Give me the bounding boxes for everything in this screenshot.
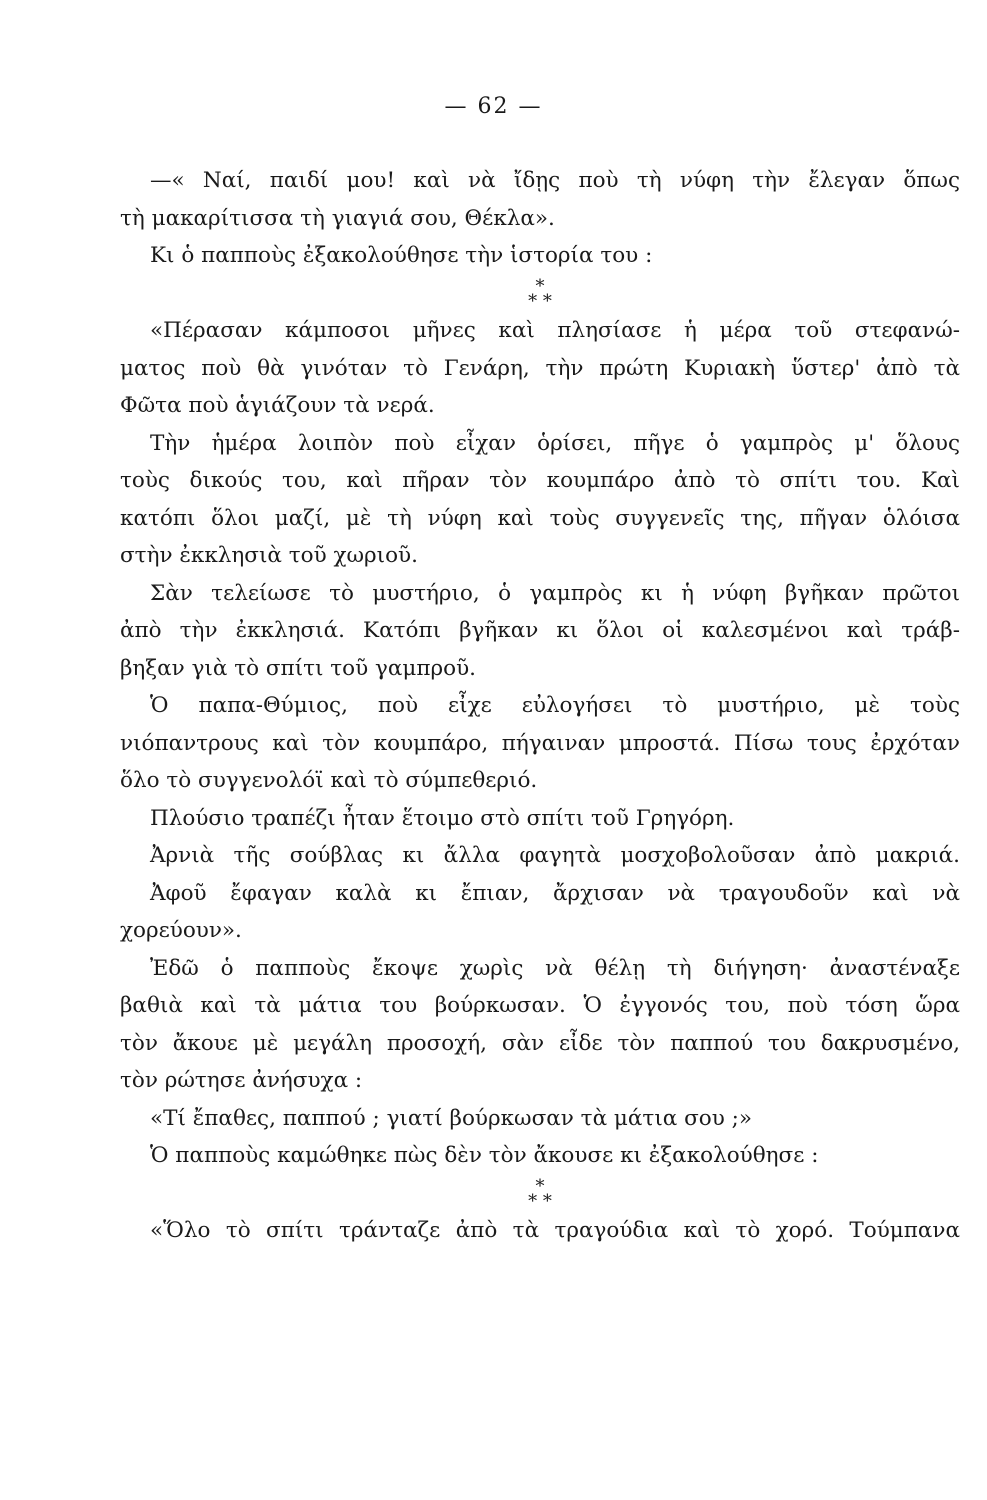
section-asterism: [120, 1175, 960, 1213]
text-line: ματος ποὺ θὰ γινόταν τὸ Γενάρη, τὴν πρώτη Κυριακὴ ὕστερ' ἀπὸ τὰ: [120, 355, 960, 381]
text-line: Σὰν τελείωσε τὸ μυστήριο, ὁ γαμπρὸς κι ἡ νύφη βγῆκαν πρῶτοι: [150, 580, 960, 606]
asterism-bottom: * *: [528, 290, 552, 312]
body-text: [120, 162, 960, 1250]
asterism-top: *: [535, 275, 545, 297]
asterism-top: *: [535, 1175, 545, 1197]
text-line: βηξαν γιὰ τὸ σπίτι τοῦ γαμπροῦ.: [120, 655, 476, 681]
text-line: βαθιὰ καὶ τὰ μάτια του βούρκωσαν. Ὁ ἐγγονός του, ποὺ τόση ὥρα: [120, 993, 960, 1018]
page-number: — 62 —: [444, 94, 543, 119]
text-line: κατόπι ὅλοι μαζί, μὲ τὴ νύφη καὶ τοὺς συγγενεῖς της, πῆγαν ὁλόισα: [120, 505, 960, 531]
text-line: Ἀφοῦ ἔφαγαν καλὰ κι ἔπιαν, ἄρχισαν νὰ τραγουδοῦν καὶ νὰ: [150, 880, 960, 906]
text-line: Ὁ παπα-Θύμιος, ποὺ εἶχε εὐλογήσει τὸ μυστήριο, μὲ τοὺς: [150, 693, 960, 718]
text-line: Τὴν ἡμέρα λοιπὸν ποὺ εἶχαν ὁρίσει, πῆγε ὁ γαμπρὸς μ' ὅλους: [150, 430, 960, 456]
text-line: τὸν ρώτησε ἀνήσυχα :: [120, 1068, 363, 1093]
text-line: ὅλο τὸ συγγενολόϊ καὶ τὸ σύμπεθεριό.: [120, 768, 538, 793]
text-line: ἀπὸ τὴν ἐκκλησιά. Κατόπι βγῆκαν κι ὅλοι οἱ καλεσμένοι καὶ τράβ-: [120, 618, 960, 643]
text-line: Πλούσιο τραπέζι ἦταν ἕτοιμο στὸ σπίτι τοῦ Γρηγόρη.: [150, 805, 735, 831]
text-line: «Τί ἔπαθες, παππού ; γιατί βούρκωσαν τὰ μάτια σου ;»: [150, 1105, 753, 1131]
section-asterism: [120, 275, 960, 313]
text-line: τὴ μακαρίτισσα τὴ γιαγιά σου, Θέκλα».: [120, 205, 555, 231]
text-line: —« Ναί, παιδί μου! καὶ νὰ ἴδῃς ποὺ τὴ νύφη τὴν ἔλεγαν ὅπως: [150, 168, 960, 193]
text-line: Κι ὁ παπποὺς ἐξακολούθησε τὴν ἱστορία του :: [150, 243, 653, 268]
asterism-bottom: * *: [528, 1190, 552, 1212]
text-line: χορεύουν».: [120, 918, 242, 943]
text-line: «Ὅλο τὸ σπίτι τράνταζε ἀπὸ τὰ τραγούδια καὶ τὸ χορό. Τούμπανα: [150, 1218, 960, 1243]
text-line: στὴν ἐκκλησιὰ τοῦ χωριοῦ.: [120, 543, 418, 568]
text-line: Ἀρνιὰ τῆς σούβλας κι ἄλλα φαγητὰ μοσχοβολοῦσαν ἀπὸ μακριά.: [150, 843, 960, 868]
text-line: νιόπαντρους καὶ τὸν κουμπάρο, πήγαιναν μπροστά. Πίσω τους ἐρχόταν: [120, 730, 960, 756]
text-line: Ὁ παπποὺς καμώθηκε πὼς δὲν τὸν ἄκουσε κι ἐξακολούθησε :: [150, 1143, 819, 1168]
text-line: Φῶτα ποὺ ἁγιάζουν τὰ νερά.: [120, 393, 435, 418]
text-line: Ἐδῶ ὁ παπποὺς ἔκοψε χωρὶς νὰ θέλῃ τὴ διήγηση· ἀναστέναξε: [150, 955, 960, 981]
text-line: τὸν ἄκουε μὲ μεγάλη προσοχή, σὰν εἶδε τὸν παππού του δακρυσμένο,: [120, 1030, 960, 1056]
text-line: «Πέρασαν κάμποσοι μῆνες καὶ πλησίασε ἡ μέρα τοῦ στεφανώ-: [150, 318, 960, 343]
text-line: τοὺς δικούς του, καὶ πῆραν τὸν κουμπάρο ἀπὸ τὸ σπίτι του. Καὶ: [120, 468, 960, 493]
